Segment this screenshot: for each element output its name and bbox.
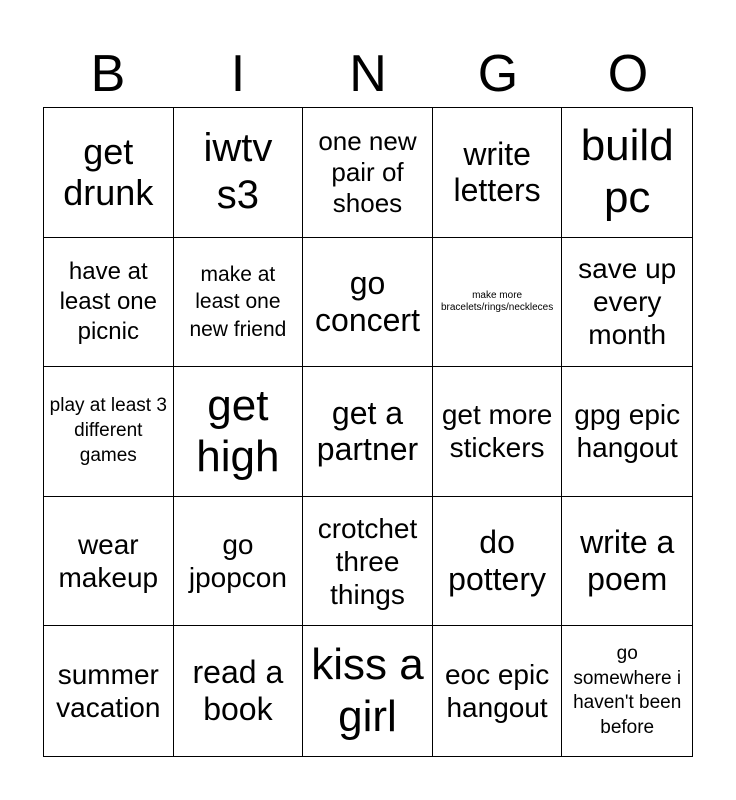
bingo-cell[interactable]: go jpopcon — [174, 497, 304, 627]
bingo-cell[interactable]: write letters — [433, 108, 563, 238]
bingo-cell[interactable]: crotchet three things — [303, 497, 433, 627]
header-letter-b: B — [90, 45, 126, 103]
bingo-cell[interactable]: wear makeup — [44, 497, 174, 627]
bingo-cell[interactable]: have at least one picnic — [44, 238, 174, 368]
bingo-cell[interactable]: get a partner — [303, 367, 433, 497]
bingo-cell[interactable]: get high — [174, 367, 304, 497]
bingo-cell[interactable]: go somewhere i haven't been before — [573, 642, 682, 738]
bingo-cell[interactable]: write a poem — [562, 497, 692, 627]
header-letter-i: I — [230, 45, 246, 103]
bingo-cell[interactable]: read a book — [174, 626, 304, 756]
bingo-board — [43, 107, 693, 757]
bingo-cell[interactable]: kiss a girl — [303, 626, 433, 756]
bingo-cell[interactable]: get drunk — [44, 108, 174, 238]
bingo-cell[interactable]: iwtv s3 — [174, 108, 304, 238]
bingo-cell[interactable]: do pottery — [433, 497, 563, 627]
bingo-cell[interactable]: gpg epic hangout — [562, 367, 692, 497]
header-letter-g: G — [477, 45, 519, 103]
header-letter-o: O — [607, 45, 649, 103]
bingo-header — [43, 40, 693, 108]
bingo-cell[interactable]: play at least 3 different games — [44, 367, 174, 497]
bingo-cell[interactable]: save up every month — [562, 238, 692, 368]
bingo-cell[interactable]: make more bracelets/rings/neckleces — [433, 238, 563, 368]
bingo-cell[interactable]: make at least one new friend — [174, 238, 304, 368]
bingo-cell[interactable]: eoc epic hangout — [433, 626, 563, 756]
bingo-cell[interactable]: go concert — [303, 238, 433, 368]
bingo-cell[interactable]: build pc — [562, 108, 692, 238]
bingo-cell[interactable]: one new pair of shoes — [303, 108, 433, 238]
bingo-cell[interactable]: summer vacation — [44, 626, 174, 756]
header-letter-n: N — [349, 45, 387, 103]
bingo-cell[interactable]: get more stickers — [433, 367, 563, 497]
